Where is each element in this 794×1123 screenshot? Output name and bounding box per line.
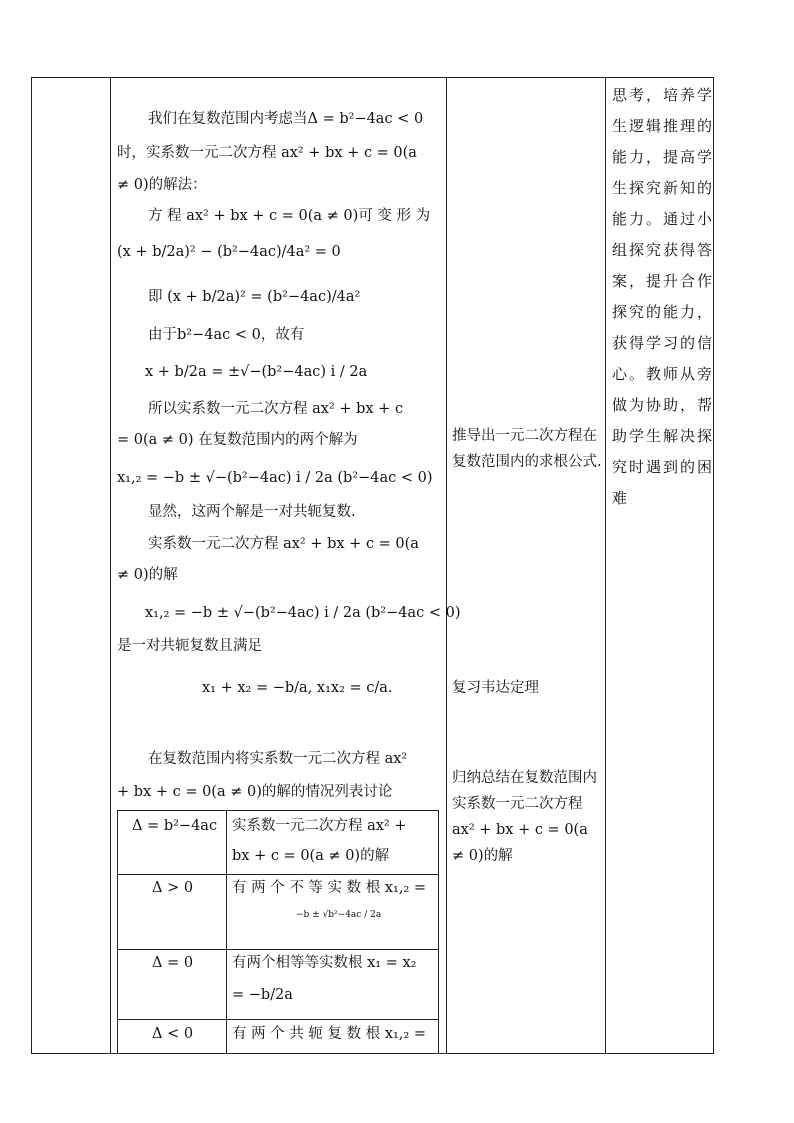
para-line: 方 程 ax² + bx + c = 0(a ≠ 0)可 变 形 为 bbox=[148, 208, 431, 224]
table-cell-solution: 有 两 个 不 等 实 数 根 x₁,₂ = bbox=[232, 880, 427, 896]
para-line: = 0(a ≠ 0) 在复数范围内的两个解为 bbox=[117, 432, 358, 448]
table-divider bbox=[226, 810, 227, 1054]
para-line: 是一对共轭复数且满足 bbox=[117, 638, 262, 654]
para-line: ≠ 0)的解法： bbox=[117, 177, 207, 193]
table-cell-condition: Δ < 0 bbox=[152, 1026, 194, 1042]
table-row-border bbox=[117, 949, 439, 950]
para-line: 所以实系数一元二次方程 ax² + bx + c bbox=[148, 401, 404, 417]
para-line: 由于b²−4ac < 0，故有 bbox=[148, 327, 305, 343]
column-divider bbox=[446, 77, 447, 1054]
table-cell-solution: = −b/2a bbox=[232, 987, 293, 1003]
table-header-right: bx + c = 0(a ≠ 0)的解 bbox=[232, 848, 390, 864]
para-line: + bx + c = 0(a ≠ 0)的解的情况列表讨论 bbox=[117, 784, 393, 800]
para-line: 实系数一元二次方程 ax² + bx + c = 0(a bbox=[148, 536, 419, 552]
activity-note: 归纳总结在复数范围内实系数一元二次方程 ax² + bx + c = 0(a ≠ 0)的解 bbox=[452, 770, 597, 864]
para-line: 时，实系数一元二次方程 ax² + bx + c = 0(a bbox=[117, 145, 417, 161]
table-cell-condition: Δ > 0 bbox=[152, 880, 194, 896]
table-header-left: Δ = b²−4ac bbox=[132, 818, 218, 834]
table-cell-condition: Δ = 0 bbox=[152, 955, 194, 971]
activity-note: 复习韦达定理 bbox=[452, 680, 539, 696]
formula-line: x + b/2a = ±√−(b²−4ac) i / 2a bbox=[145, 364, 368, 380]
table-cell-solution: −b ± √b²−4ac / 2a bbox=[296, 910, 382, 920]
column-divider bbox=[605, 77, 606, 1054]
para-line: 我们在复数范围内考虑当Δ = b²−4ac < 0 bbox=[148, 111, 424, 127]
para-line: 在复数范围内将实系数一元二次方程 ax² bbox=[148, 751, 408, 767]
formula-line: x₁,₂ = −b ± √−(b²−4ac) i / 2a (b²−4ac < 0) bbox=[117, 470, 433, 486]
table-row-border bbox=[117, 1019, 439, 1020]
formula-line: x₁ + x₂ = −b/a, x₁x₂ = c/a. bbox=[202, 680, 393, 696]
design-intent-text: 思考，培养学生逻辑推理的能力，提高学生探究新知的能力。通过小组探究获得答案，提升合作探究的能力，获得学习的信心。教师从旁做为协助，帮助学生解决探究时遇到的困难 bbox=[612, 86, 712, 507]
formula-line: 即 (x + b/2a)² = (b²−4ac)/4a² bbox=[148, 289, 361, 305]
para-line: 显然，这两个解是一对共轭复数. bbox=[148, 504, 356, 520]
activity-note: 推导出一元二次方程在复数范围内的求根公式. bbox=[452, 428, 602, 470]
table-row-border bbox=[117, 874, 439, 875]
table-cell-solution: 有 两 个 共 轭 复 数 根 x₁,₂ = bbox=[232, 1026, 427, 1042]
formula-line: (x + b/2a)² − (b²−4ac)/4a² = 0 bbox=[117, 244, 341, 260]
formula-line: x₁,₂ = −b ± √−(b²−4ac) i / 2a (b²−4ac < 0) bbox=[145, 605, 461, 621]
table-header-right: 实系数一元二次方程 ax² + bbox=[232, 818, 407, 834]
para-line: ≠ 0)的解 bbox=[117, 567, 178, 583]
table-cell-solution: 有两个相等等实数根 x₁ = x₂ bbox=[232, 955, 417, 971]
column-divider bbox=[110, 77, 111, 1054]
